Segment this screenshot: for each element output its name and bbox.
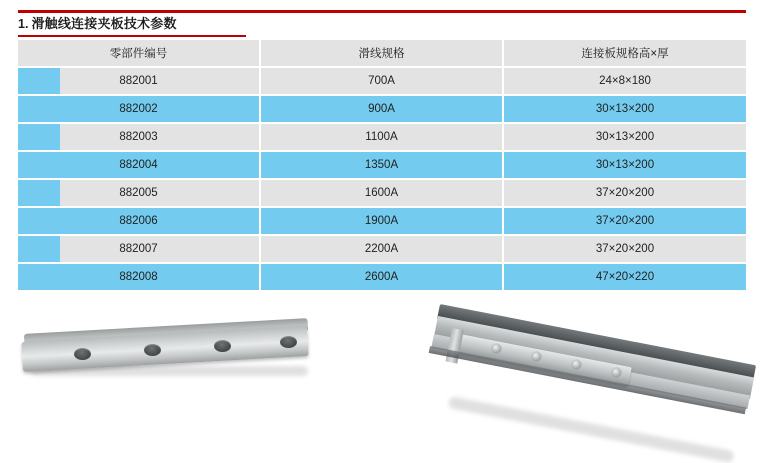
cell-spec: 1900A — [260, 207, 503, 235]
cell-spec: 1600A — [260, 179, 503, 207]
bolt-icon — [612, 368, 621, 377]
bolt-hole-icon — [144, 344, 161, 356]
photo-clamp-plate — [22, 312, 312, 384]
cell-plate: 30×13×200 — [503, 95, 746, 123]
product-photos — [0, 292, 760, 433]
cell-spec: 700A — [260, 67, 503, 95]
bolt-icon — [492, 344, 501, 353]
table-body — [18, 67, 746, 291]
cell-code: 882001 — [18, 67, 260, 95]
bolt-hole-icon — [280, 336, 297, 348]
table-header-row — [18, 40, 746, 67]
spec-table — [18, 40, 746, 292]
cell-code: 882004 — [18, 151, 260, 179]
cell-code: 882006 — [18, 207, 260, 235]
cell-spec: 2600A — [260, 263, 503, 291]
cell-plate: 37×20×200 — [503, 179, 746, 207]
bolt-icon — [532, 352, 541, 361]
column-header-code: 零部件编号 — [18, 40, 260, 67]
table-row — [18, 123, 746, 151]
cell-plate: 37×20×200 — [503, 235, 746, 263]
column-header-plate: 连接板规格高×厚 — [503, 40, 746, 67]
cell-spec: 1100A — [260, 123, 503, 151]
rail-assembly-body — [420, 300, 750, 428]
cell-code: 882002 — [18, 95, 260, 123]
title-top-rule — [18, 10, 746, 13]
table-row — [18, 151, 746, 179]
cell-plate: 30×13×200 — [503, 151, 746, 179]
table-row — [18, 95, 746, 123]
cell-spec: 2200A — [260, 235, 503, 263]
cell-code: 882005 — [18, 179, 260, 207]
column-header-spec: 滑线规格 — [260, 40, 503, 67]
table-row — [18, 207, 746, 235]
photo-rail-assembly — [420, 300, 750, 428]
section-title — [18, 10, 746, 36]
table-row — [18, 67, 746, 95]
table-row — [18, 263, 746, 291]
cell-plate: 47×20×220 — [503, 263, 746, 291]
page-title: 滑触线连接夹板技术参数 — [31, 16, 177, 31]
cell-plate: 37×20×200 — [503, 207, 746, 235]
title-row — [18, 14, 177, 34]
table-row — [18, 235, 746, 263]
cell-plate: 30×13×200 — [503, 123, 746, 151]
cell-code: 882007 — [18, 235, 260, 263]
cell-code: 882008 — [18, 263, 260, 291]
table-header — [18, 40, 746, 67]
title-number: 1. — [18, 17, 29, 31]
cell-spec: 900A — [260, 95, 503, 123]
cell-spec: 1350A — [260, 151, 503, 179]
title-bottom-rule — [18, 35, 246, 37]
table-row — [18, 179, 746, 207]
bolt-hole-icon — [214, 340, 231, 352]
bolt-hole-icon — [74, 348, 91, 360]
bolt-icon — [572, 360, 581, 369]
cell-code: 882003 — [18, 123, 260, 151]
cell-plate: 24×8×180 — [503, 67, 746, 95]
